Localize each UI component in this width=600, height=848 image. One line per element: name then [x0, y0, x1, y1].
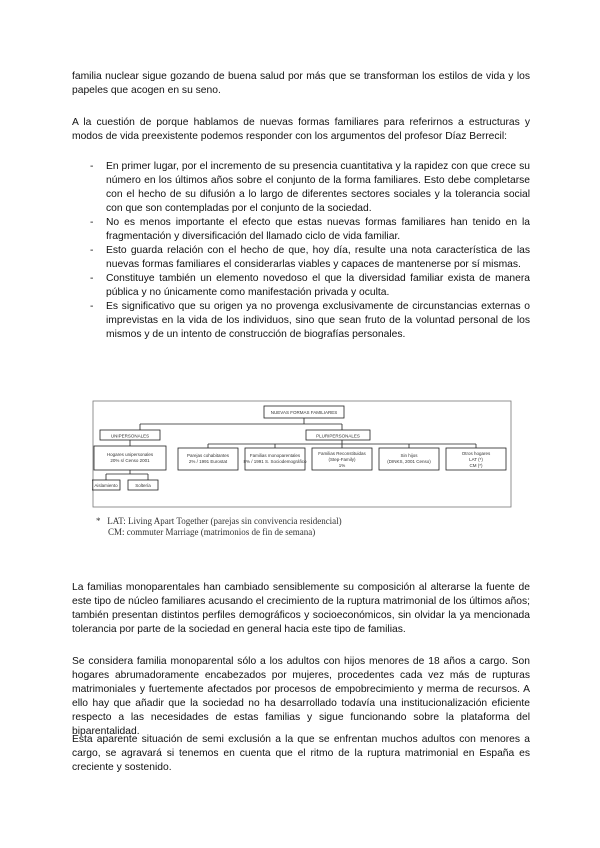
leaf-3-line-3: 1%	[338, 463, 346, 468]
diagram-svg	[92, 400, 512, 508]
paragraph-exclusion: Esta aparente situación de semi exclusión a la que se enfrentan muchos adultos con menores a cargo, se agravará si tenemos en cuenta que el ritmo de la ruptura matrimonial en España es creciente y sostenido.	[72, 734, 530, 773]
paragraph-question: A la cuestión de porque hablamos de nuevas formas familiares para referirnos a estructuras y modos de vida preexistente podemos responder con los argumentos del profesor Díaz Berrecil:	[72, 117, 530, 142]
argument-list	[72, 160, 530, 342]
list-item: - No es menos importante el efecto que estas nuevas formas familiares han tenido en la fragmentación y diversificación del llamado ciclo de vida familiar.	[90, 217, 530, 242]
note-cm: CM: commuter Marriage (matrimonios de fin de semana)	[108, 527, 316, 537]
note-lat: * LAT: Living Apart Together (parejas sin convivencia residencial)	[96, 516, 342, 526]
leaf-5-line-3: CM (*)	[469, 463, 483, 468]
leaf-5-line-2: LAT (*)	[469, 457, 483, 462]
diagram-frame	[93, 401, 511, 507]
right-branch-label: PLURIPERSONALES	[316, 433, 360, 439]
list-item: - Esto guarda relación con el hecho de que, hoy día, resulte una nota característica de las nuevas formas familiares el considerarlas viables y capaces de mantenerse por sí mismas.	[90, 245, 530, 270]
family-forms-diagram	[92, 400, 512, 508]
leaf-3-line-1: Familias Reconstituidas	[318, 451, 366, 456]
leaf-2-line-2: 8% / 1991 S. Sociodemográfico	[243, 459, 307, 464]
paragraph-intro: familia nuclear sigue gozando de buena salud por más que se transforman los estilos de vida y los papeles que acogen en su seno.	[72, 71, 530, 96]
left-leaf-line-2: 20% s/ Censo 2001	[110, 458, 150, 463]
paragraph-definition: Se considera familia monoparental sólo a los adultos con hijos menores de 18 años a cargo. Son hogares abrumadoramente encabezados por mujeres, procedentes cada vez más de rupturas matrimoniales y fuertemente afectados por procesos de empobrecimiento y merma de recursos. A ello hay que añadir que la sociedad no ha desarrollado todavía una institucionalización eficiente respecto a las necesidades de estas familias y sigue funcionando sobre la plataforma del biparentalidad.	[72, 656, 530, 737]
leaf-2-line-1: Familias monoparentales	[249, 453, 301, 458]
left-leaf-line-1: Hogares unipersonales	[106, 452, 154, 457]
leaf-5-line-1: Otros hogares	[461, 451, 491, 456]
leaf-1-line-1: Parejas cohabitantes	[186, 453, 230, 458]
root-label: NUEVAS FORMAS FAMILIARES	[270, 410, 338, 415]
paragraph-monoparental: La familias monoparentales han cambiado sensiblemente su composición al alterarse la fuente de este tipo de núcleo familiares acusando el crecimiento de la ruptura matrimonial de los últimos años; también presentan distintos perfiles demográficos y socioeconómicos, sin olvidar la ya mencionada tolerancia por parte de la sociedad en general hacia este tipo de familias.	[72, 582, 530, 635]
diagram-notes	[96, 516, 342, 538]
leaf-4-line-2: (DINKS, 2001 Censo)	[387, 459, 431, 464]
left-branch-label: UNIPERSONALES	[110, 433, 150, 439]
leaf-4-line-1: Sin hijos	[400, 453, 418, 458]
list-item: - En primer lugar, por el incremento de su presencia cuantitativa y la rapidez con que crece su número en los últimos años sobre el conjunto de la forma familiares. Esto debe completarse con el hecho de su difusión a lo largo de diferentes sectores sociales y la tolerancia social con que son contempladas por el conjunto de la sociedad.	[90, 161, 530, 214]
list-item: - Es significativo que su origen ya no provenga exclusivamente de circunstancias externas o imprevistas en la vida de los individuos, sino que sean fruto de la voluntad personal de los mismos y de un intento de construcción de biografías personales.	[90, 301, 530, 340]
list-item: - Constituye también un elemento novedoso el que la diversidad familiar exista de manera pública y no únicamente como manifestación privada y oculta.	[90, 273, 530, 298]
leaf-1-line-2: 2% / 1991 Eurostat	[188, 459, 228, 464]
sub-left-label-2: Soltería	[135, 483, 151, 488]
sub-left-label-1: Aislamiento	[94, 483, 118, 488]
leaf-3-line-2: (Step-Family)	[328, 457, 356, 462]
